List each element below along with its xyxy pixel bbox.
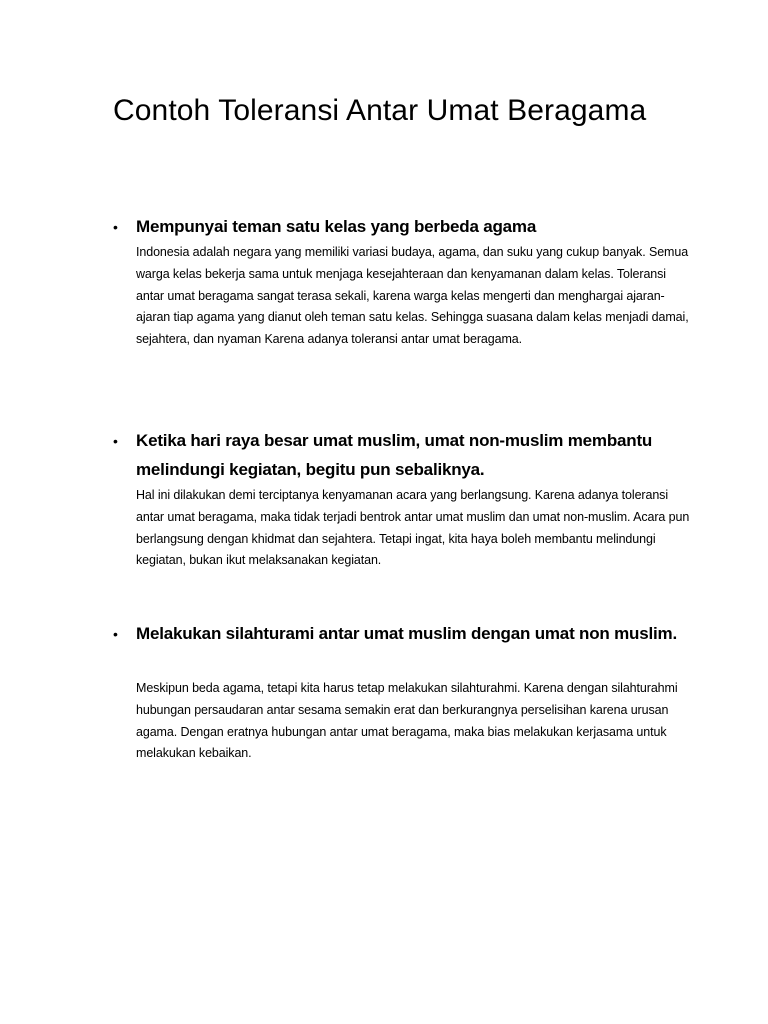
- section-body: Hal ini dilakukan demi terciptanya kenyamanan acara yang berlangsung. Karena adanya toleransi antar umat beragama, maka tidak terjadi bentrok antar umat muslim dan umat non-muslim. Acara pun berlangsung dengan khidmat dan sejahtera. Tetapi ingat, kita haya boleh membantu melindungi kegiatan, bukan ikut melaksanakan kegiatan.: [136, 488, 690, 568]
- section-body: Meskipun beda agama, tetapi kita harus tetap melakukan silahturahmi. Karena dengan silahturahmi hubungan persaudaran antar sesama semakin erat dan berkurangnya perselisihan karena urusan agama. Dengan eratnya hubungan antar umat beragama, maka bias melakukan kerjasama untuk melakukan kebaikan.: [136, 681, 678, 761]
- bullet-icon: •: [113, 626, 118, 642]
- document-title: Contoh Toleransi Antar Umat Beragama: [113, 94, 647, 127]
- section-heading: Ketika hari raya besar umat muslim, umat non-muslim membantu melindungi kegiatan, begitu pun sebaliknya.: [136, 431, 653, 479]
- section-heading: Mempunyai teman satu kelas yang berbeda agama: [136, 217, 537, 236]
- section-heading: Melakukan silahturami antar umat muslim dengan umat non muslim.: [136, 624, 677, 643]
- section-body: Indonesia adalah negara yang memiliki variasi budaya, agama, dan suku yang cukup banyak. Semua warga kelas bekerja sama untuk menjaga kesejahteraan dan kenyamanan dalam kelas. Toleransi antar umat beragama sangat terasa sekali, karena warga kelas mengerti dan menghargai ajaran-ajaran tiap agama yang dianut oleh teman satu kelas. Sehingga suasana dalam kelas menjadi damai, sejahtera, dan nyaman Karena adanya toleransi antar umat beragama.: [136, 245, 689, 347]
- bullet-icon: •: [113, 219, 118, 235]
- bullet-icon: •: [113, 433, 118, 449]
